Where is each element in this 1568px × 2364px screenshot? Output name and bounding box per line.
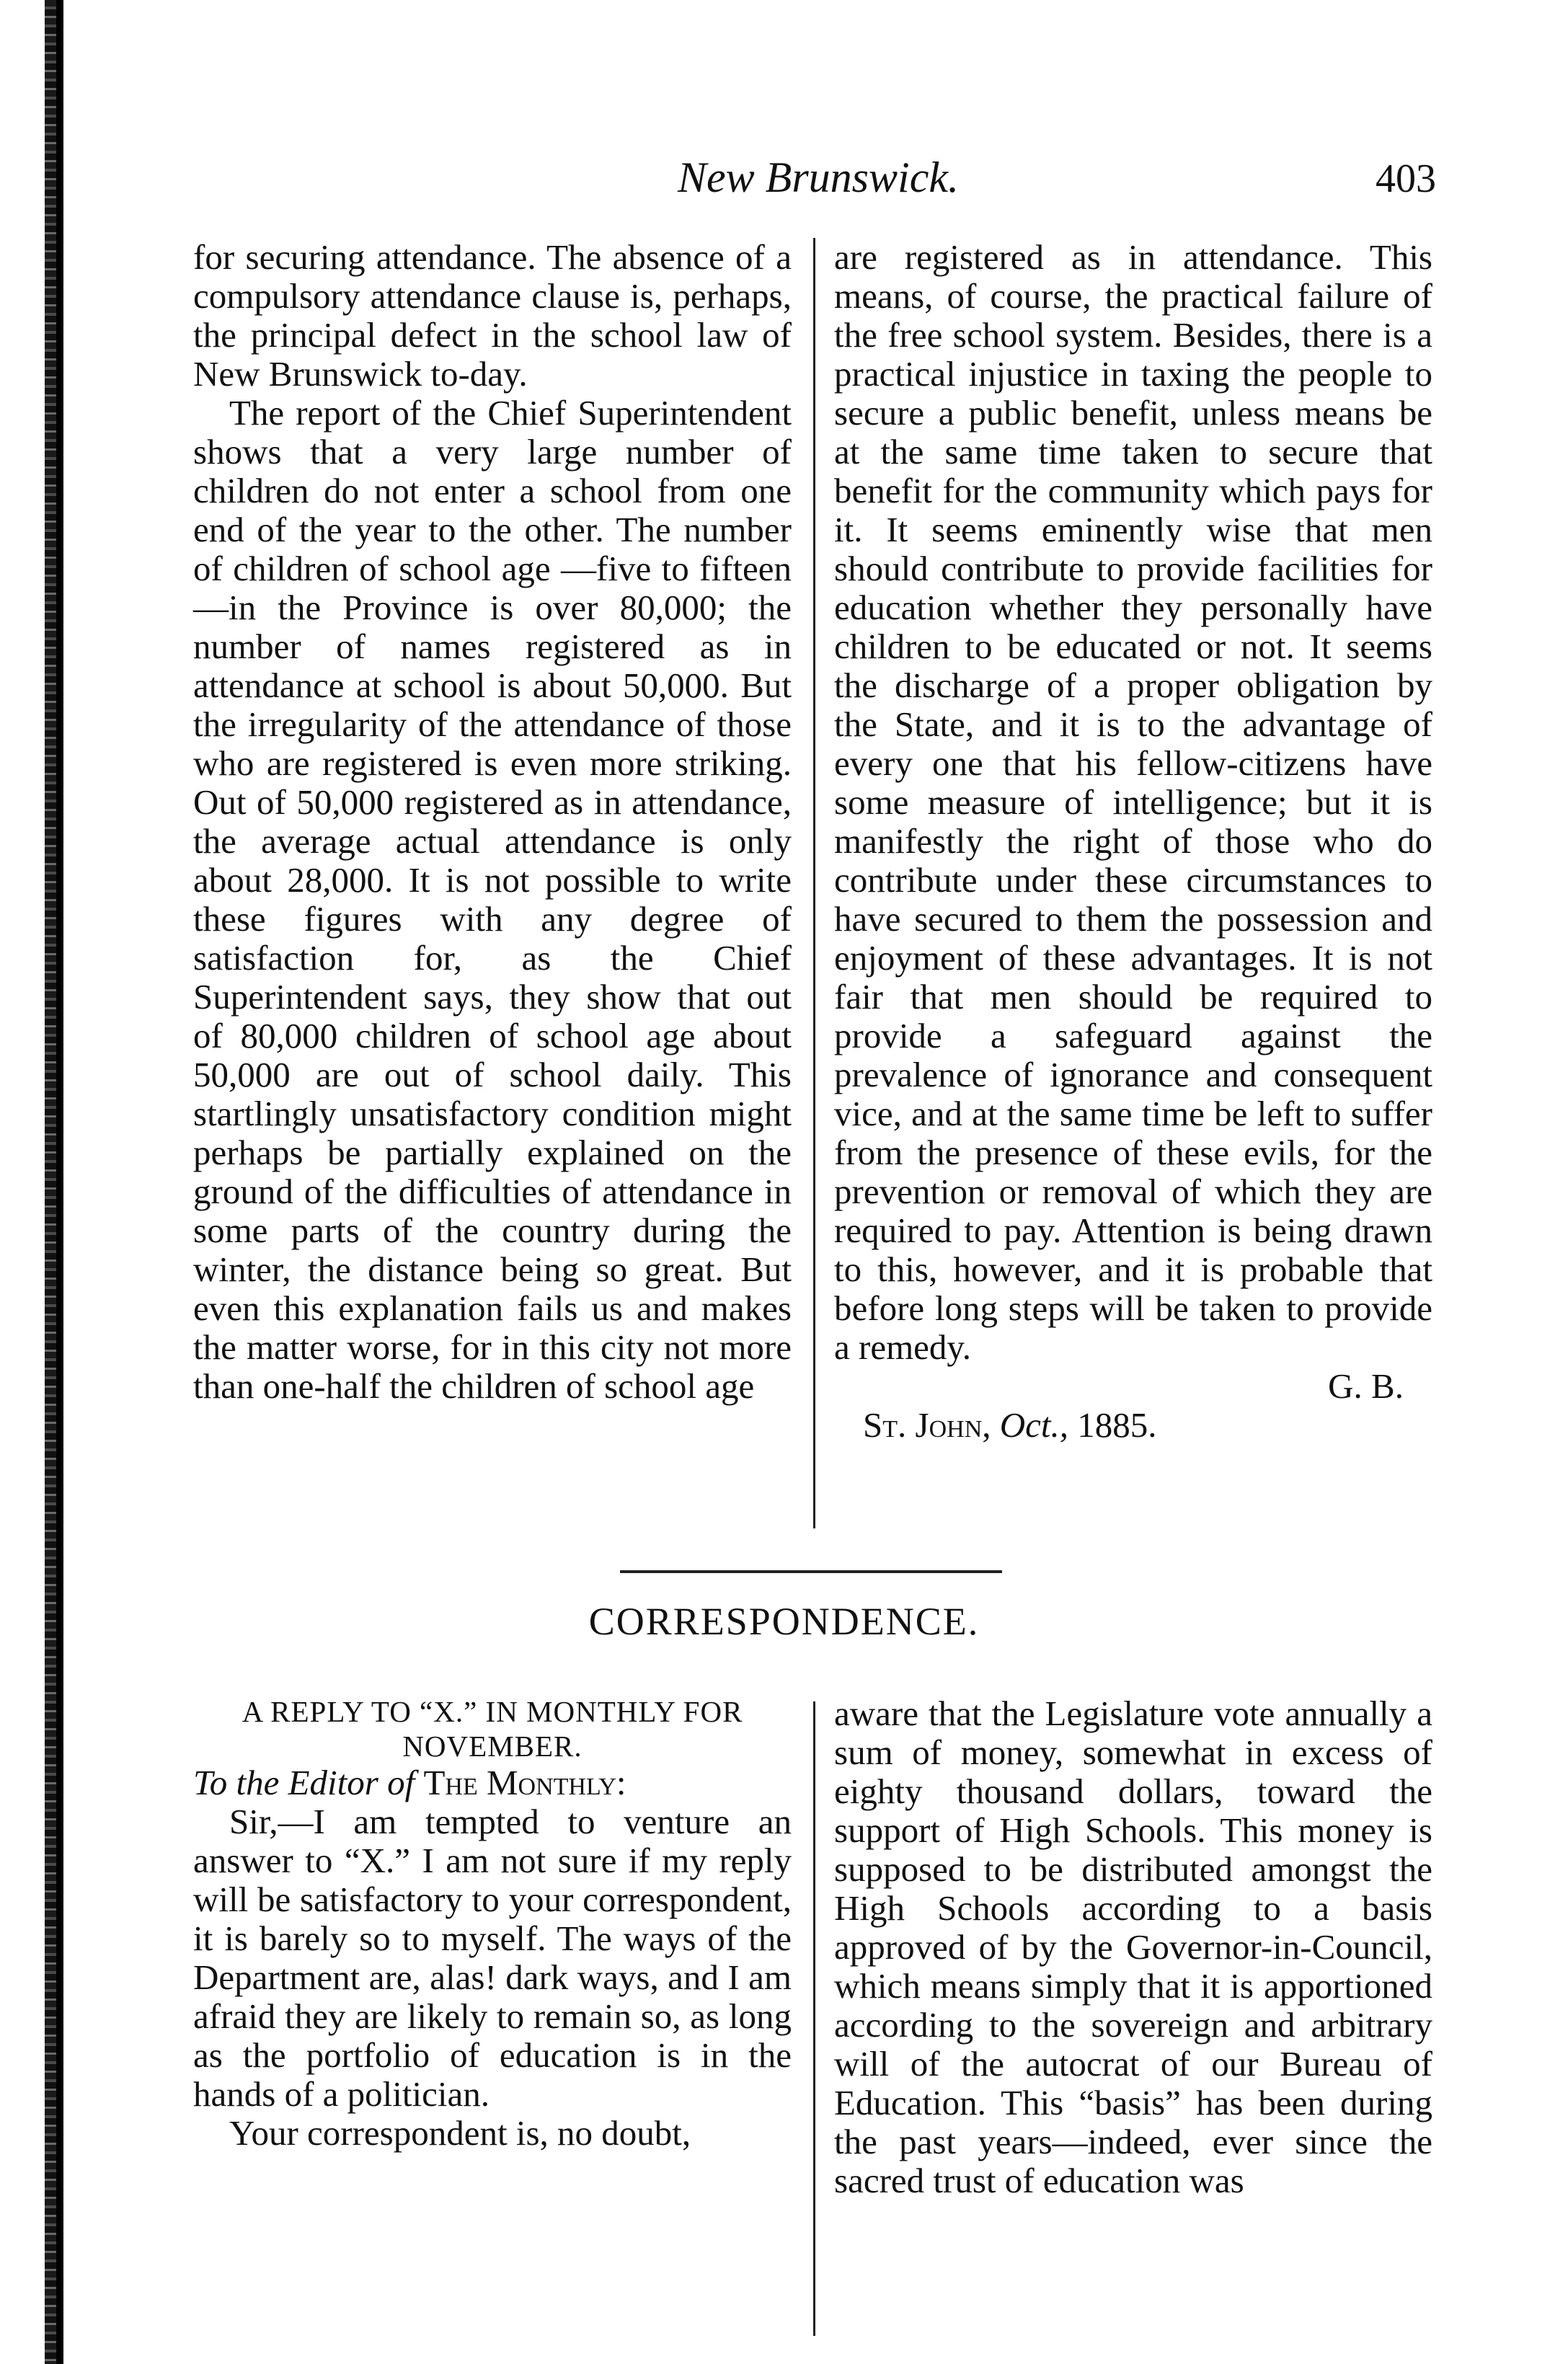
author-signature: G. B.: [1328, 1366, 1404, 1406]
running-title: New Brunswick.: [678, 154, 959, 201]
correspondence-column-right: [834, 1694, 1432, 2200]
dateline: [834, 1406, 1432, 1445]
paragraph: Your correspondent is, no doubt,: [229, 2113, 691, 2153]
paragraph: Sir,—I am tempted to venture an answer to “X.” I am not sure if my reply will be satisfactory to your correspondent, it is barely so to myself. The ways of the Department are, alas! dark ways, and I am afraid they are likely to remain so, as long as the portfolio of education is in the hands of a politician.: [193, 1802, 792, 2114]
paragraph: aware that the Legislature vote annually a sum of money, somewhat in excess of eighty thousand dollars, toward the support of High Schools. This money is supposed to be distributed amongst the High Schools according to a basis approved of by the Governor-in-Council, which means simply that it is apportioned according to the sovereign and arbitrary will of the autocrat of our Bureau of Education. This “basis” has been during the past years—indeed, ever since the sacred trust of education was: [834, 1694, 1432, 2200]
section-title: CORRESPONDENCE.: [588, 1600, 980, 1643]
column-divider: [813, 1701, 815, 2336]
dateline-place: St. John,: [863, 1405, 991, 1445]
column-divider: [813, 238, 815, 1528]
running-head: [0, 153, 1568, 211]
page-number: 403: [1376, 156, 1436, 201]
paragraph: are registered as in attendance. This means, of course, the practical failure of the free school system. Besides, there is a practical injustice in taxing the people to secure a public benefit, unless means be at the same time taken to secure that benefit for the community which pays for it. It seems eminently wise that men should contribute to provide facilities for education whether they personally have children to be educated or not. It seems the discharge of a proper obligation by the State, and it is to the advantage of every one that his fellow-citizens have some measure of intelligence; but it is manifestly the right of those who do contribute under these circumstances to have secured to them the possession and enjoyment of these advantages. It is not fair that men should be required to provide a safeguard against the prevalence of ignorance and consequent vice, and at the same time be left to suffer from the presence of these evils, for the prevention or removal of which they are required to pay. Attention is being drawn to this, however, and it is probable that before long steps will be taken to provide a remedy.: [834, 237, 1432, 1367]
salutation: [193, 1763, 792, 1802]
book-gutter-shadow: [56, 0, 63, 2364]
dateline-month: Oct.,: [999, 1405, 1068, 1445]
section-rule: [620, 1570, 1002, 1573]
paragraph: for securing attendance. The absence of a compulsory attendance clause is, perhaps, the principal defect in the school law of New Brunswick to-day.: [193, 237, 792, 394]
article-column-left: [193, 238, 792, 1406]
paragraph: The report of the Chief Superintendent shows that a very large number of children do not enter a school from one end of the year to the other. The number of children of school age —five to fifteen—in the Province is over 80,000; the number of names registered as in attendance at school is about 50,000. But the irregularity of the attendance of those who are registered is even more striking. Out of 50,000 registered as in attendance, the average actual attendance is only about 28,000. It is not possible to write these figures with any degree of satisfaction for, as the Chief Superintendent says, they show that out of 80,000 children of school age about 50,000 are out of school daily. This startlingly unsatisfactory condition might perhaps be partially explained on the ground of the difficulties of attendance in some parts of the country during the winter, the distance being so great. But even this explanation fails us and makes the matter worse, for in this city not more than one-half the children of school age: [193, 393, 792, 1406]
dateline-year: 1885.: [1077, 1405, 1157, 1445]
salutation-publication: The Monthly: [423, 1763, 616, 1802]
article-column-right: [834, 238, 1432, 1445]
article-title: A REPLY TO “X.” IN MONTHLY FOR NOVEMBER.: [242, 1695, 743, 1763]
salutation-colon: :: [616, 1763, 626, 1802]
salutation-prefix: To the Editor of: [193, 1763, 415, 1802]
correspondence-column-left: [193, 1694, 792, 2153]
